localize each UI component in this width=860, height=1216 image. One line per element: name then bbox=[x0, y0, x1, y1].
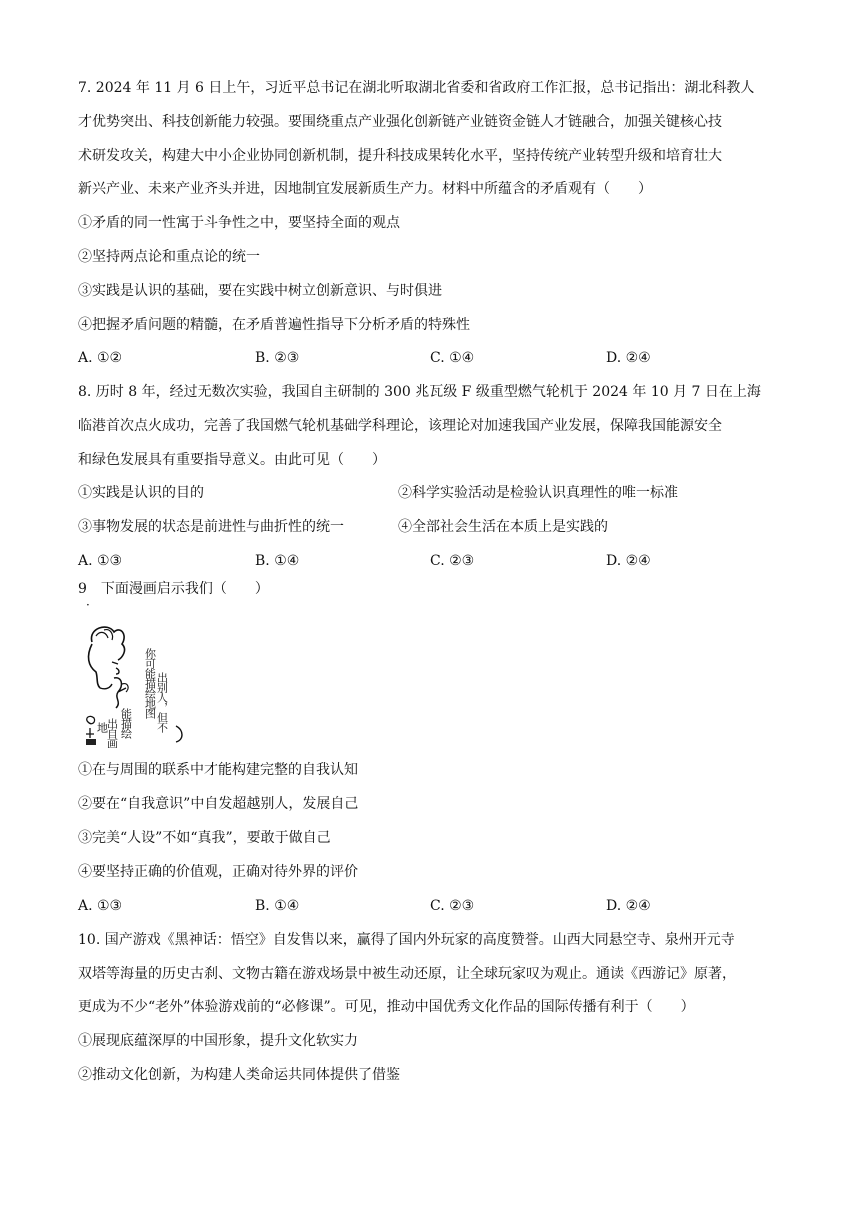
q9-statement-4: ④要坚持正确的价值观，正确对待外界的评价 bbox=[78, 864, 358, 880]
q9-options bbox=[78, 896, 778, 916]
q8-option-d[interactable]: D. ②④ bbox=[606, 553, 651, 569]
q9-dot: · bbox=[86, 598, 90, 612]
q10-stem-line-3: 更成为不少“老外”体验游戏前的“必修课”。可见，推动中国优秀文化作品的国际传播有利于（ ） bbox=[78, 999, 695, 1015]
q10-stem-line-2: 双塔等海量的历史古刹、文物古籍在游戏场景中被生动还原，让全球玩家叹为观止。通读《西游记》原著， bbox=[78, 966, 736, 982]
q8-stem-line-3: 和绿色发展具有重要指导意义。由此可见（ ） bbox=[78, 452, 386, 468]
q7-stem-line-2: 才优势突出、科技创新能力较强。要围绕重点产业强化创新链产业链资金链人才链融合，加强关键核心技 bbox=[78, 114, 722, 130]
q7-option-c[interactable]: C. ①④ bbox=[430, 350, 475, 366]
q8-stem-line-2: 临港首次点火成功，完善了我国燃气轮机基础学科理论，该理论对加速我国产业发展，保障我国能源安全 bbox=[78, 418, 722, 434]
q7-statement-3: ③实践是认识的基础，要在实践中树立创新意识、与时俱进 bbox=[78, 283, 442, 299]
q8-option-c[interactable]: C. ②③ bbox=[430, 553, 475, 569]
q8-statement-1: ①实践是认识的目的 bbox=[78, 485, 204, 501]
cartoon-text-left-2: 出自画 bbox=[105, 718, 119, 748]
cartoon-image bbox=[78, 622, 190, 748]
q9-option-b[interactable]: B. ①④ bbox=[255, 898, 300, 914]
q8-option-a[interactable]: A. ①③ bbox=[78, 553, 123, 569]
q7-statement-4: ④把握矛盾问题的精髓，在矛盾普遍性指导下分析矛盾的特殊性 bbox=[78, 317, 470, 333]
cartoon-text-right-2: 出别人，但不 bbox=[155, 672, 169, 732]
cartoon-text-left-3: 地 bbox=[95, 722, 109, 733]
q7-statement-1: ①矛盾的同一性寓于斗争性之中，要坚持全面的观点 bbox=[78, 215, 400, 231]
q10-stem-line-1: 10. 国产游戏《黑神话：悟空》自发售以来，赢得了国内外玩家的高度赞誉。山西大同悬空寺、泉州开元寺 bbox=[78, 932, 735, 948]
q7-stem-line-1: 7. 2024 年 11 月 6 日上午，习近平总书记在湖北听取湖北省委和省政府工作汇报，总书记指出：湖北科教人 bbox=[78, 80, 755, 96]
q9-statement-3: ③完美“人设”不如“真我”，要敢于做自己 bbox=[78, 830, 331, 846]
q9-option-c[interactable]: C. ②③ bbox=[430, 898, 475, 914]
cartoon-text-left-1: 能描绘 bbox=[119, 708, 133, 738]
q10-statement-1: ①展现底蕴深厚的中国形象，提升文化软实力 bbox=[78, 1033, 358, 1049]
q9-stem: 9 下面漫画启示我们（ ） bbox=[78, 581, 269, 597]
q8-options bbox=[78, 551, 778, 571]
cartoon-text-right-1: 你可能描绘地图 bbox=[143, 648, 157, 718]
q7-option-b[interactable]: B. ②③ bbox=[255, 350, 300, 366]
q9-option-a[interactable]: A. ①③ bbox=[78, 898, 123, 914]
q9-option-d[interactable]: D. ②④ bbox=[606, 898, 651, 914]
q9-statement-2: ②要在“自我意识”中自发超越别人，发展自己 bbox=[78, 796, 359, 812]
q8-statement-2: ②科学实验活动是检验认识真理性的唯一标准 bbox=[398, 485, 678, 501]
q7-option-d[interactable]: D. ②④ bbox=[606, 350, 651, 366]
q8-option-b[interactable]: B. ①④ bbox=[255, 553, 300, 569]
q7-stem-line-4: 新兴产业、未来产业齐头并进，因地制宜发展新质生产力。材料中所蕴含的矛盾观有（ ） bbox=[78, 181, 652, 197]
q7-option-a[interactable]: A. ①② bbox=[78, 350, 123, 366]
q9-statement-1: ①在与周围的联系中才能构建完整的自我认知 bbox=[78, 762, 358, 778]
q10-statement-2: ②推动文化创新，为构建人类命运共同体提供了借鉴 bbox=[78, 1067, 400, 1083]
q7-statement-2: ②坚持两点论和重点论的统一 bbox=[78, 249, 260, 265]
q8-stem-line-1: 8. 历时 8 年，经过无数次实验，我国自主研制的 300 兆瓦级 F 级重型燃气轮机于 2024 年 10 月 7 日在上海 bbox=[78, 384, 761, 400]
q7-stem-line-3: 术研发攻关，构建大中小企业协同创新机制，提升科技成果转化水平，坚持传统产业转型升级和培育壮大 bbox=[78, 148, 722, 164]
q8-statement-3: ③事物发展的状态是前进性与曲折性的统一 bbox=[78, 519, 344, 535]
q8-statement-4: ④全部社会生活在本质上是实践的 bbox=[398, 519, 608, 535]
q7-options bbox=[78, 348, 778, 368]
